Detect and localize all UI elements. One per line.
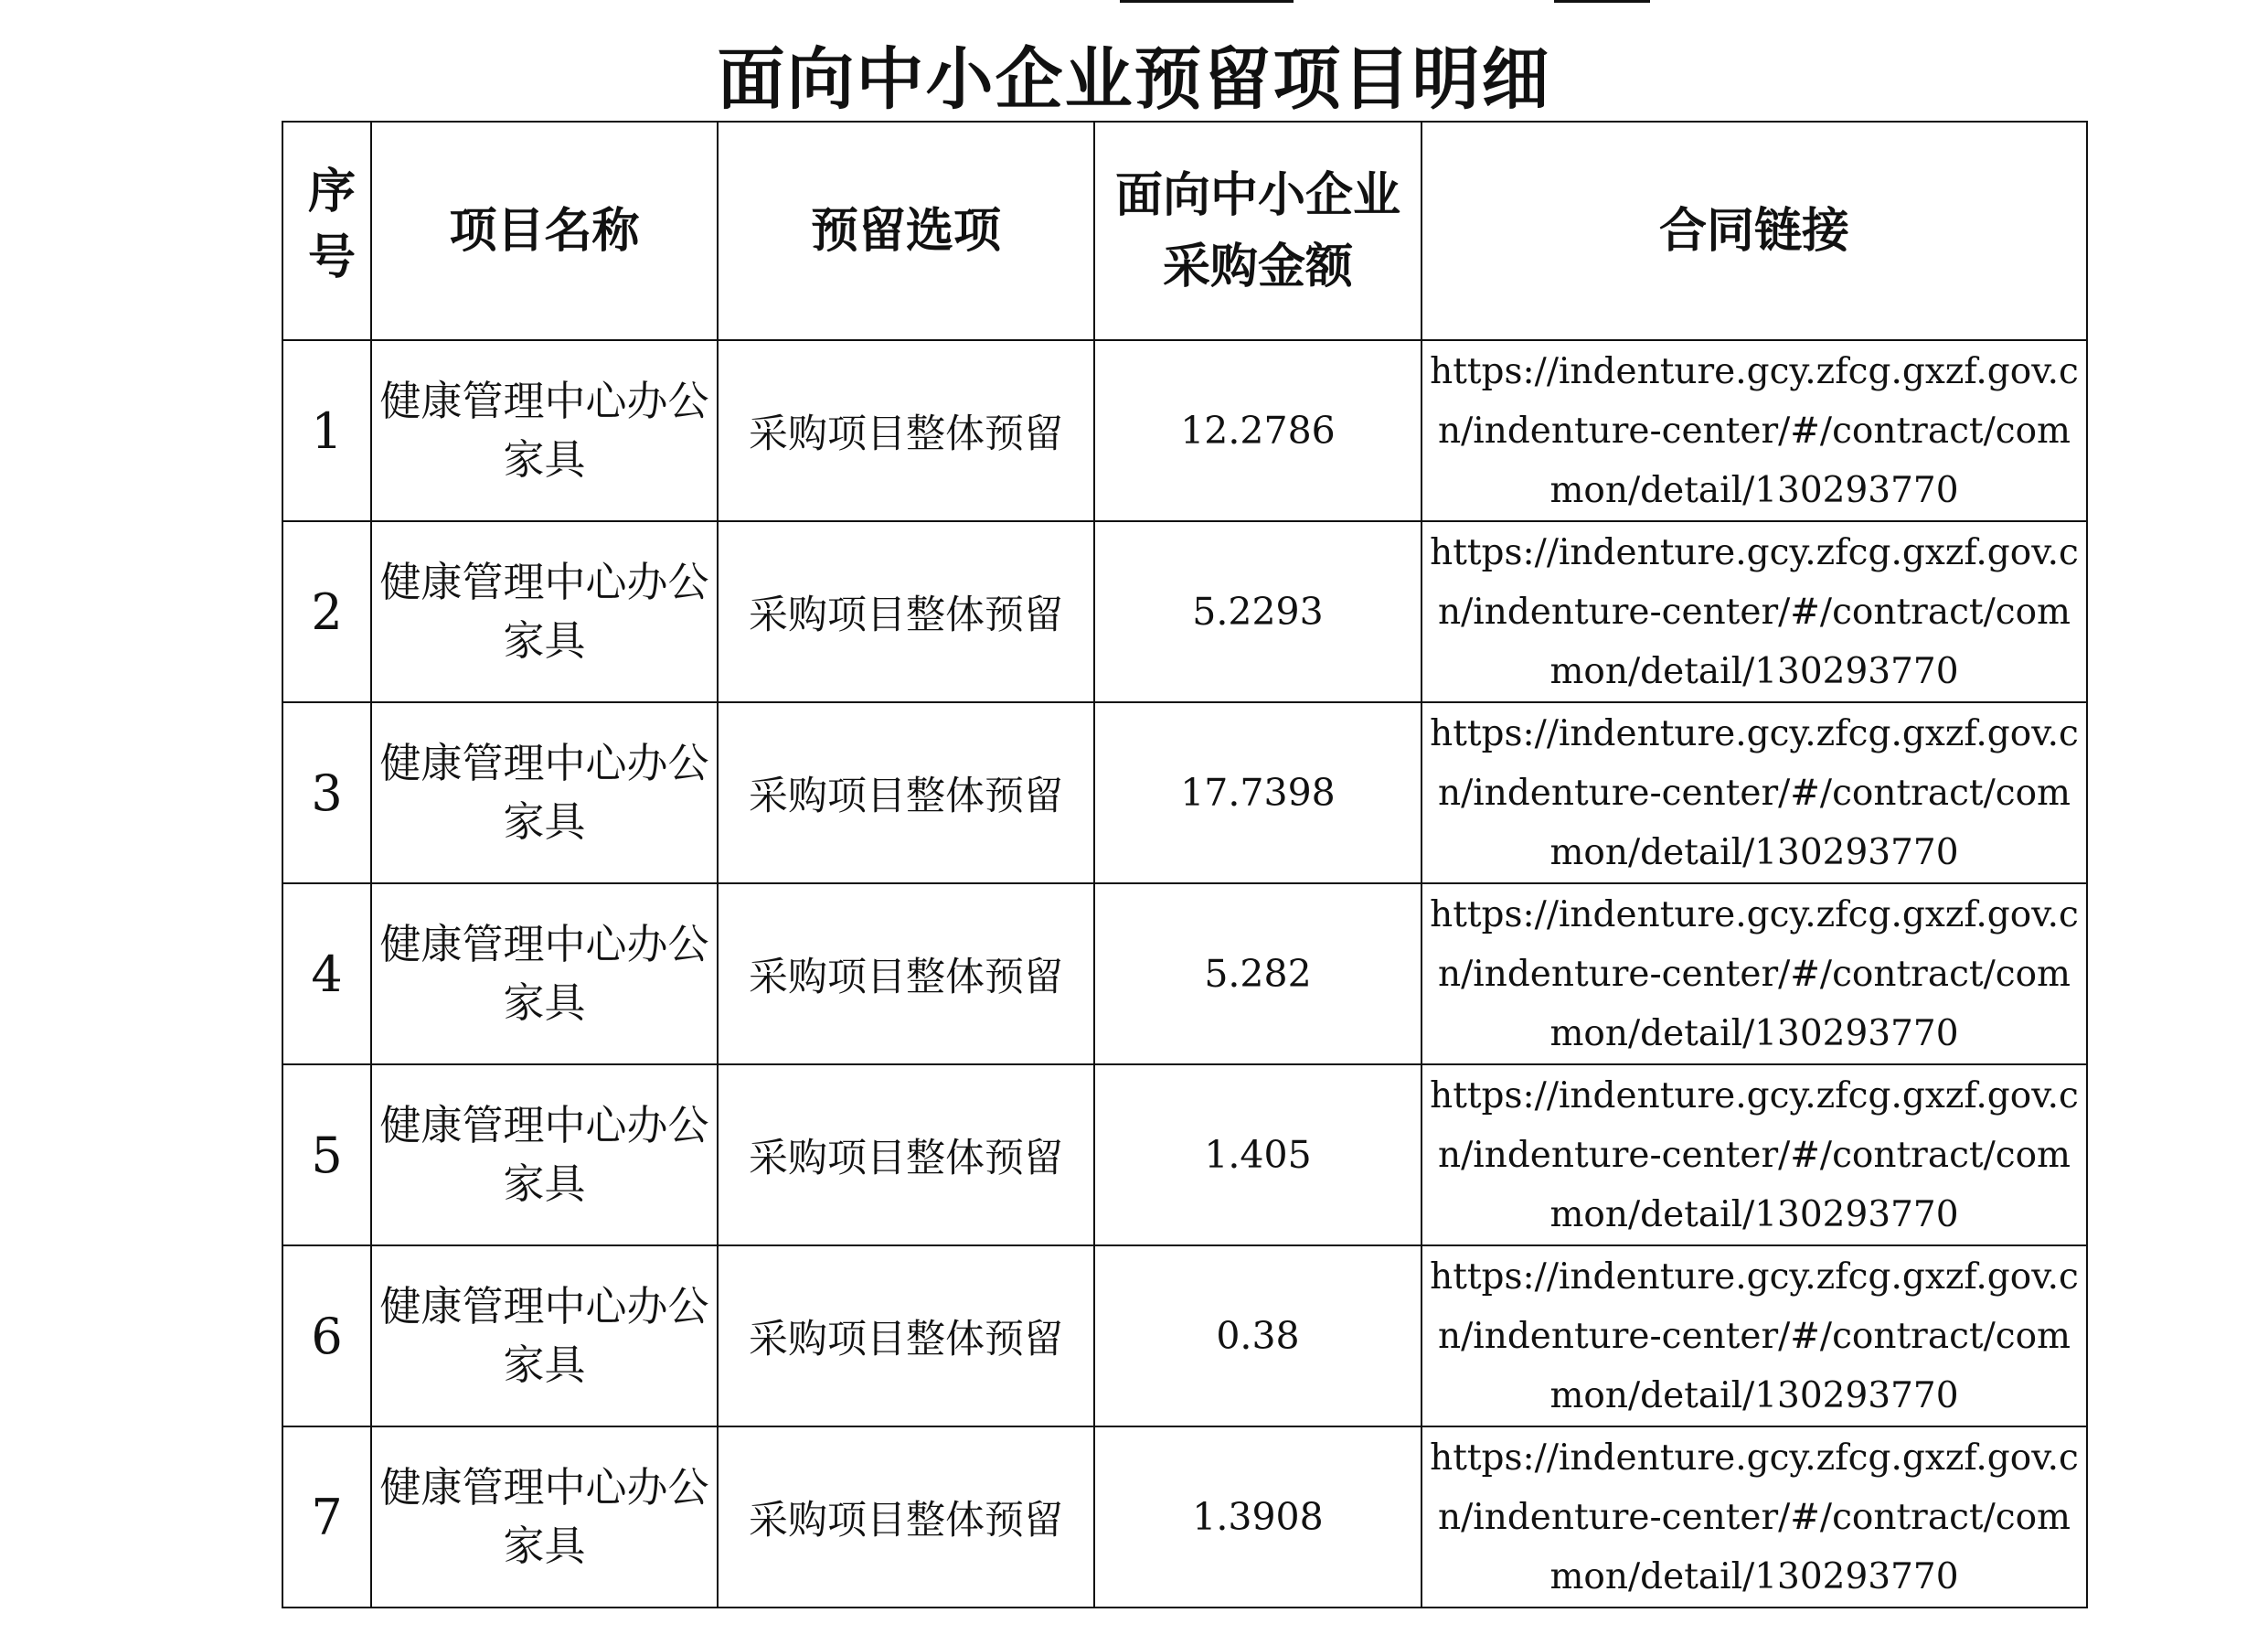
row-amount: 17.7398 — [1094, 702, 1421, 883]
header-row — [282, 122, 2087, 340]
row-index: 5 — [282, 1064, 371, 1245]
row-contract-link[interactable]: https://indenture.gcy.zfcg.gxzf.gov.cn/indenture-center/#/contract/common/detail/130293770 — [1421, 1245, 2087, 1426]
row-amount: 5.282 — [1094, 883, 1421, 1064]
header-project-name: 项目名称 — [371, 122, 718, 340]
row-amount: 0.38 — [1094, 1245, 1421, 1426]
top-rule-left — [1120, 0, 1294, 3]
table-header — [282, 122, 2087, 340]
row-project-name: 健康管理中心办公家具 — [371, 521, 718, 702]
row-index: 1 — [282, 340, 371, 521]
table-row — [282, 1426, 2087, 1608]
table-row — [282, 1245, 2087, 1426]
table-row — [282, 340, 2087, 521]
top-rule-right — [1554, 0, 1650, 3]
table-row — [282, 521, 2087, 702]
row-contract-link[interactable]: https://indenture.gcy.zfcg.gxzf.gov.cn/indenture-center/#/contract/common/detail/130293770 — [1421, 1426, 2087, 1608]
row-contract-link[interactable]: https://indenture.gcy.zfcg.gxzf.gov.cn/indenture-center/#/contract/common/detail/130293770 — [1421, 702, 2087, 883]
header-reserve-option: 预留选项 — [718, 122, 1094, 340]
row-reserve-option: 采购项目整体预留 — [718, 1064, 1094, 1245]
header-contract-link: 合同链接 — [1421, 122, 2087, 340]
row-project-name: 健康管理中心办公家具 — [371, 883, 718, 1064]
row-contract-link[interactable]: https://indenture.gcy.zfcg.gxzf.gov.cn/indenture-center/#/contract/common/detail/130293770 — [1421, 340, 2087, 521]
row-project-name: 健康管理中心办公家具 — [371, 1064, 718, 1245]
row-contract-link[interactable]: https://indenture.gcy.zfcg.gxzf.gov.cn/indenture-center/#/contract/common/detail/130293770 — [1421, 521, 2087, 702]
row-index: 2 — [282, 521, 371, 702]
table-row — [282, 883, 2087, 1064]
row-reserve-option: 采购项目整体预留 — [718, 1426, 1094, 1608]
table-row — [282, 702, 2087, 883]
row-project-name: 健康管理中心办公家具 — [371, 1426, 718, 1608]
page-title: 面向中小企业预留项目明细 — [717, 40, 1551, 119]
table-body — [282, 340, 2087, 1608]
row-index: 6 — [282, 1245, 371, 1426]
row-index: 3 — [282, 702, 371, 883]
header-amount: 面向中小企业采购金额 — [1094, 122, 1421, 340]
row-contract-link[interactable]: https://indenture.gcy.zfcg.gxzf.gov.cn/indenture-center/#/contract/common/detail/130293770 — [1421, 883, 2087, 1064]
row-reserve-option: 采购项目整体预留 — [718, 340, 1094, 521]
row-project-name: 健康管理中心办公家具 — [371, 1245, 718, 1426]
row-contract-link[interactable]: https://indenture.gcy.zfcg.gxzf.gov.cn/indenture-center/#/contract/common/detail/130293770 — [1421, 1064, 2087, 1245]
row-reserve-option: 采购项目整体预留 — [718, 883, 1094, 1064]
row-reserve-option: 采购项目整体预留 — [718, 1245, 1094, 1426]
row-reserve-option: 采购项目整体预留 — [718, 702, 1094, 883]
table-row — [282, 1064, 2087, 1245]
reservation-table — [282, 121, 2088, 1608]
row-index: 4 — [282, 883, 371, 1064]
row-project-name: 健康管理中心办公家具 — [371, 340, 718, 521]
row-project-name: 健康管理中心办公家具 — [371, 702, 718, 883]
row-reserve-option: 采购项目整体预留 — [718, 521, 1094, 702]
row-amount: 1.405 — [1094, 1064, 1421, 1245]
row-amount: 12.2786 — [1094, 340, 1421, 521]
row-amount: 1.3908 — [1094, 1426, 1421, 1608]
row-amount: 5.2293 — [1094, 521, 1421, 702]
header-index: 序号 — [282, 122, 371, 340]
row-index: 7 — [282, 1426, 371, 1608]
